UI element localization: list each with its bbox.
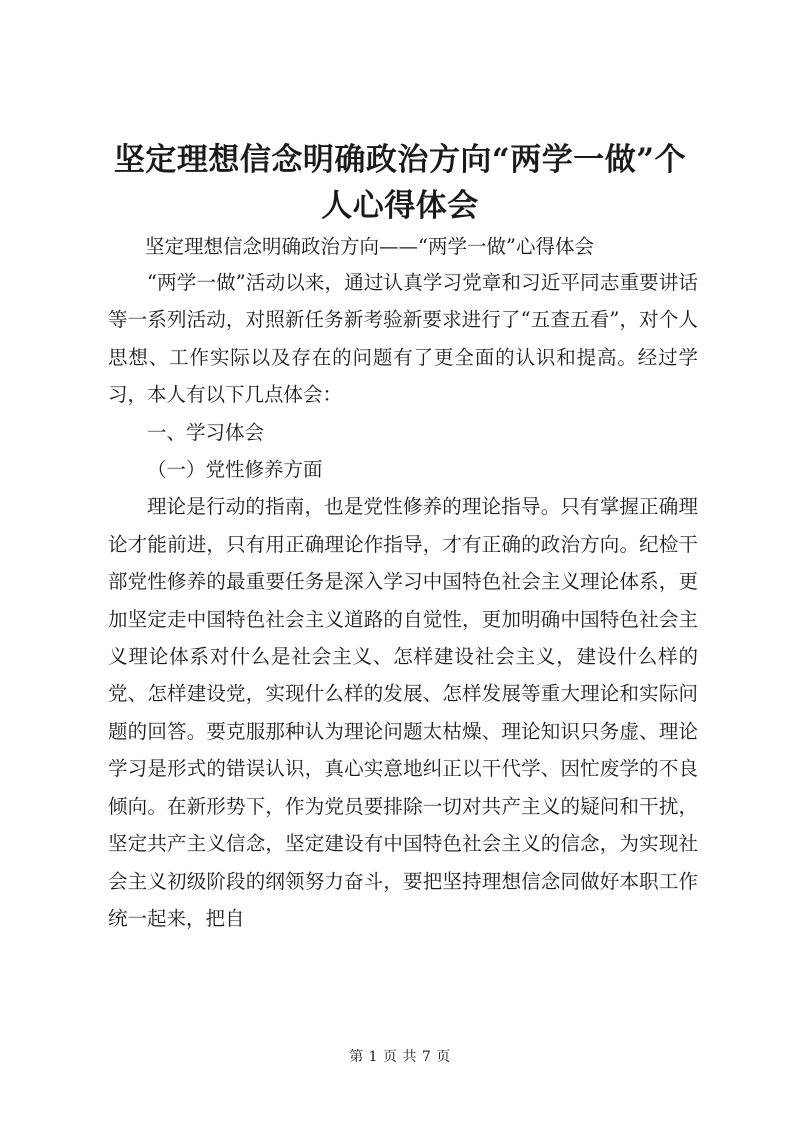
document-title: 坚定理想信念明确政治方向“两学一做”个人心得体会 (113, 142, 687, 224)
document-body (108, 264, 698, 937)
paragraph-intro: “两学一做”活动以来，通过认真学习党章和习近平同志重要讲话等一系列活动，对照新任务新考验新要求进行了“五查五看”，对个人思想、工作实际以及存在的问题有了更全面的认识和提高。经过学习，本人有以下几点体会： (108, 271, 698, 407)
section-heading: 一、学习体会 (147, 420, 265, 444)
page-footer: 第 1 页 共 7 页 (349, 1049, 451, 1065)
subsection-heading: （一）党性修养方面 (147, 458, 323, 482)
paragraph-theory: 理论是行动的指南，也是党性修养的理论指导。只有掌握正确理论才能前进，只有用正确理论作指导，才有正确的政治方向。纪检干部党性修养的最重要任务是深入学习中国特色社会主义理论体系，更加坚定走中国特色社会主义道路的自觉性，更加明确中国特色社会主义理论体系对什么是社会主义、怎样建设社会主义，建设什么样的党、怎样建设党，实现什么样的发展、怎样发展等重大理论和实际问题的回答。要克服那种认为理论问题太枯燥、理论知识只务虚、理论学习是形式的错误认识，真心实意地纠正以干代学、因忙废学的不良倾向。在新形势下，作为党员要排除一切对共产主义的疑问和干扰，坚定共产主义信念，坚定建设有中国特色社会主义的信念，为实现社会主义初级阶段的纲领努力奋斗，要把坚持理想信念同做好本职工作统一起来，把自 (108, 495, 698, 930)
document-subtitle: 坚定理想信念明确政治方向——“两学一做”心得体会 (145, 235, 594, 258)
